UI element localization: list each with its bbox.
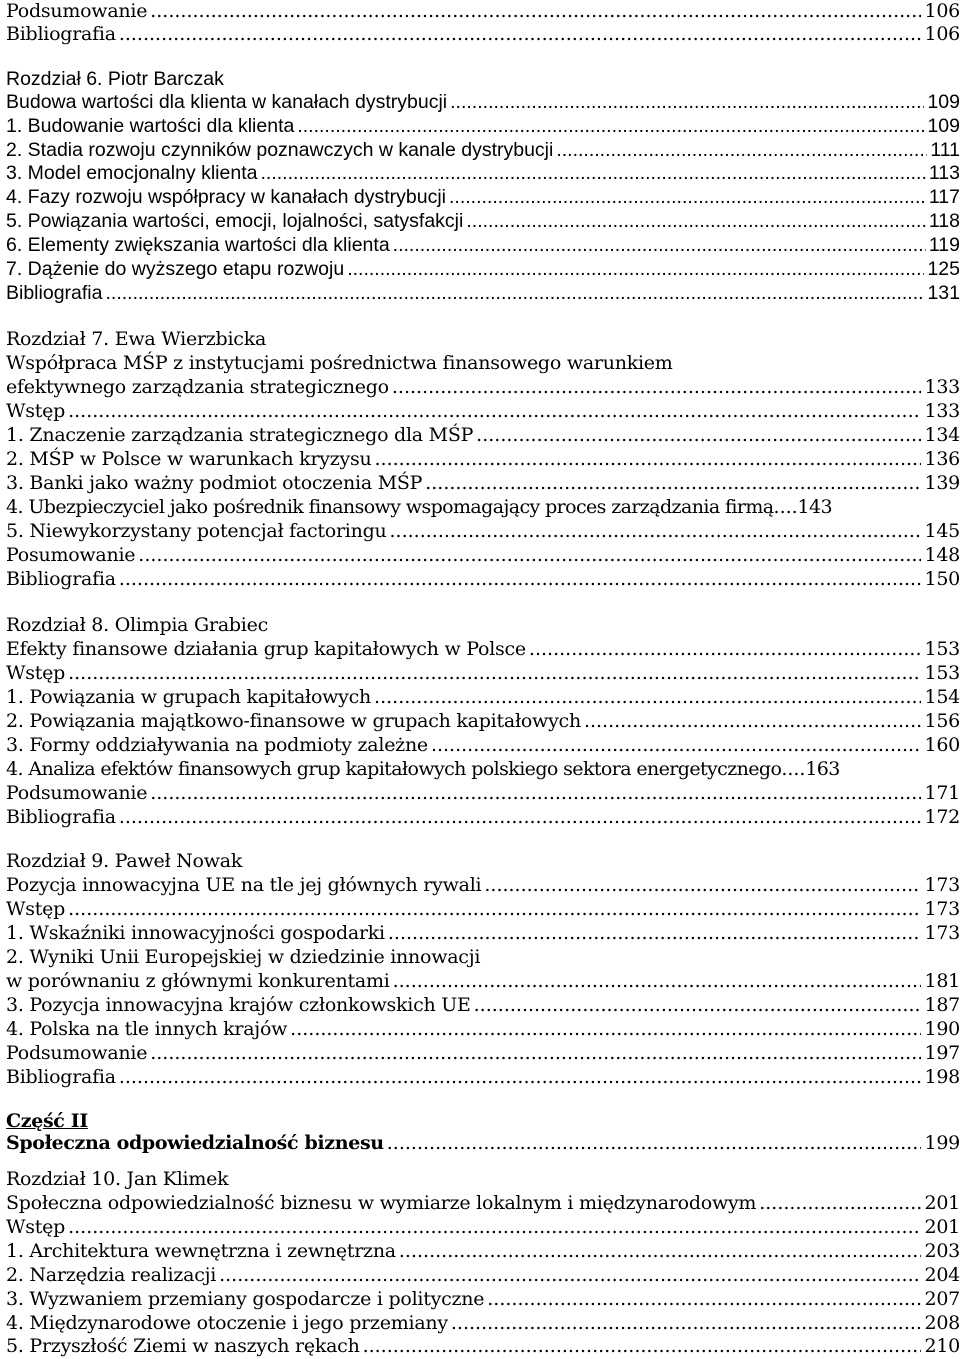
- dot-leader: [431, 734, 922, 757]
- toc-entry: [6, 1018, 960, 1041]
- toc-entry-title: Podsumowanie: [6, 1042, 148, 1064]
- toc-page-number: 133: [924, 400, 960, 422]
- toc-page-number: 150: [924, 568, 960, 590]
- dot-leader: [290, 1018, 921, 1041]
- dot-leader: [119, 1066, 922, 1089]
- dot-leader: [347, 258, 924, 281]
- toc-entry-title: Podsumowanie: [6, 782, 148, 804]
- chapter-title: [6, 91, 960, 114]
- toc-entry: [6, 1335, 960, 1358]
- dot-leader: [150, 782, 921, 805]
- part-title: [6, 1132, 960, 1155]
- dot-leader: [450, 91, 924, 114]
- toc-entry-title: 4. Fazy rozwoju współpracy w kanałach dystrybucji: [6, 186, 447, 208]
- toc-entry-title: Bibliografia: [6, 282, 103, 304]
- part-heading-text: Część II: [6, 1110, 88, 1132]
- toc-entry: [6, 922, 960, 945]
- toc-page-number: 136: [924, 448, 960, 470]
- toc-entry-title: Wstęp: [6, 400, 66, 422]
- toc-page-number: 145: [924, 520, 960, 542]
- toc-entry: [6, 1240, 960, 1263]
- toc-entry: [6, 1288, 960, 1311]
- toc-entry-title: 2. Stadia rozwoju czynników poznawczych w kanale dystrybucji: [6, 139, 554, 161]
- toc-entry-title: Społeczna odpowiedzialność biznesu w wymiarze lokalnym i międzynarodowym: [6, 1192, 757, 1214]
- toc-entry: [6, 23, 960, 46]
- toc-entry-title: 2. Wyniki Unii Europejskiej w dziedzinie innowacji: [6, 946, 481, 968]
- toc-entry-title: 3. Banki jako ważny podmiot otoczenia MŚP: [6, 472, 423, 494]
- dot-leader: [68, 400, 921, 423]
- toc-entry: [6, 282, 960, 305]
- toc-page-number: 106: [924, 23, 960, 45]
- toc-page-number: 143: [797, 496, 832, 518]
- toc-page-number: 118: [928, 210, 960, 232]
- toc-entry: [6, 234, 960, 257]
- chapter-heading-text: Rozdział 6. Piotr Barczak: [6, 68, 224, 90]
- chapter-heading: [6, 68, 960, 91]
- chapter-heading-text: Rozdział 9. Paweł Nowak: [6, 850, 243, 872]
- toc-entry-title: w porównaniu z głównymi konkurentami: [6, 970, 390, 992]
- toc-page-number: 201: [924, 1216, 960, 1238]
- dot-leader: [387, 1132, 922, 1155]
- toc-entry-title: 1. Powiązania w grupach kapitałowych: [6, 686, 372, 708]
- dot-leader: [219, 1264, 921, 1287]
- toc-page-number: 197: [924, 1042, 960, 1064]
- toc-entry-title: Podsumowanie: [6, 0, 148, 22]
- dot-leader: [297, 115, 924, 138]
- toc-entry-title: 2. Narzędzia realizacji: [6, 1264, 217, 1286]
- dot-leader: [375, 448, 922, 471]
- toc-entry-title: 3. Formy oddziaływania na podmioty zależne: [6, 734, 428, 756]
- toc-entry-title: 4. Ubezpieczyciel jako pośrednik finansowy wspomagający proces zarządzania firmą: [6, 496, 774, 518]
- toc-entry: [6, 782, 960, 805]
- toc-entry-title: Pozycja innowacyjna UE na tle jej głównych rywali: [6, 874, 482, 896]
- dot-leader: [484, 874, 921, 897]
- toc-page-number: 154: [924, 686, 960, 708]
- toc-entry: [6, 400, 960, 423]
- toc-entry-title: 4. Polska na tle innych krajów: [6, 1018, 288, 1040]
- dot-leader: [393, 234, 926, 257]
- dot-leader: [390, 520, 922, 543]
- toc-page-number: 131: [927, 282, 960, 304]
- toc-entry: [6, 758, 960, 781]
- toc-page-number: 203: [924, 1240, 960, 1262]
- toc-page-number: 156: [924, 710, 960, 732]
- dot-leader: [388, 922, 922, 945]
- dot-leader: [399, 1240, 922, 1263]
- toc-entry: [6, 210, 960, 233]
- toc-page-number: 125: [927, 258, 960, 280]
- toc-page-number: 153: [924, 662, 960, 684]
- dot-leader: [474, 994, 922, 1017]
- toc-entry-title: Wstęp: [6, 662, 66, 684]
- toc-entry: [6, 1216, 960, 1239]
- toc-entry-title: 3. Pozycja innowacyjna krajów członkowskich UE: [6, 994, 471, 1016]
- part-heading: [6, 1110, 960, 1133]
- toc-entry: [6, 710, 960, 733]
- dot-leader: [119, 23, 922, 46]
- toc-entry-title: 1. Budowanie wartości dla klienta: [6, 115, 295, 137]
- dot-leader: [774, 496, 798, 519]
- toc-page-number: 173: [924, 874, 960, 896]
- dot-leader: [105, 282, 924, 305]
- dot-leader: [487, 1288, 921, 1311]
- toc-entry: [6, 1264, 960, 1287]
- chapter-title: [6, 352, 960, 375]
- dot-leader: [138, 544, 921, 567]
- toc-entry-title: 6. Elementy zwiększania wartości dla klienta: [6, 234, 390, 256]
- toc-entry-title: 4. Międzynarodowe otoczenie i jego przemiany: [6, 1312, 448, 1334]
- toc-page-number: 204: [924, 1264, 960, 1286]
- toc-entry: [6, 115, 960, 138]
- toc-entry-title: Bibliografia: [6, 806, 116, 828]
- toc-entry-title: Posumowanie: [6, 544, 136, 566]
- toc-page-number: 117: [928, 186, 960, 208]
- toc-page-number: 201: [924, 1192, 960, 1214]
- toc-page-number: 163: [805, 758, 840, 780]
- toc-entry-title: 3. Model emocjonalny klienta: [6, 162, 258, 184]
- toc-entry-title: Wstęp: [6, 898, 66, 920]
- toc-page-number: 198: [924, 1066, 960, 1088]
- toc-entry-title: 5. Powiązania wartości, emocji, lojalności, satysfakcji: [6, 210, 464, 232]
- chapter-heading: [6, 614, 960, 637]
- dot-leader: [68, 898, 921, 921]
- toc-page-number: 133: [924, 376, 960, 398]
- toc-entry-title: 1. Architektura wewnętrzna i zewnętrzna: [6, 1240, 396, 1262]
- toc-entry-title: Bibliografia: [6, 23, 116, 45]
- toc-page-number: 111: [930, 139, 960, 161]
- toc-entry: [6, 898, 960, 921]
- toc-page-number: 210: [924, 1335, 960, 1357]
- dot-leader: [119, 568, 922, 591]
- toc-entry: [6, 806, 960, 829]
- toc-entry: [6, 568, 960, 591]
- toc-entry-title: Budowa wartości dla klienta w kanałach dystrybucji: [6, 91, 448, 113]
- toc-entry: [6, 0, 960, 23]
- dot-leader: [68, 1216, 921, 1239]
- toc-entry: [6, 186, 960, 209]
- toc-entry: [6, 662, 960, 685]
- dot-leader: [260, 162, 925, 185]
- toc-entry: [6, 139, 960, 162]
- dot-leader: [119, 806, 922, 829]
- dot-leader: [392, 376, 922, 399]
- toc-page-number: 173: [924, 898, 960, 920]
- chapter-title: [6, 874, 960, 897]
- toc-page-number: 106: [924, 0, 960, 22]
- toc-entry-title: Wstęp: [6, 1216, 66, 1238]
- dot-leader: [466, 210, 926, 233]
- toc-entry: [6, 424, 960, 447]
- toc-page-number: 187: [924, 994, 960, 1016]
- toc-page-number: 109: [927, 115, 960, 137]
- toc-page-number: 207: [924, 1288, 960, 1310]
- chapter-title: [6, 638, 960, 661]
- toc-entry-title: Współpraca MŚP z instytucjami pośrednictwa finansowego warunkiem: [6, 352, 673, 374]
- toc-entry-title: efektywnego zarządzania strategicznego: [6, 376, 389, 398]
- dot-leader: [425, 472, 921, 495]
- toc-page-number: 134: [924, 424, 960, 446]
- toc-entry: [6, 496, 960, 519]
- dot-leader: [449, 186, 926, 209]
- toc-page-number: 171: [924, 782, 960, 804]
- toc-entry-title: 5. Przyszłość Ziemi w naszych rękach: [6, 1335, 360, 1357]
- dot-leader: [150, 0, 921, 23]
- toc-entry: [6, 1066, 960, 1089]
- toc-entry-title: Efekty finansowe działania grup kapitałowych w Polsce: [6, 638, 526, 660]
- toc-entry: [6, 970, 960, 993]
- dot-leader: [363, 1335, 922, 1358]
- toc-page-number: 119: [928, 234, 960, 256]
- dot-leader: [68, 662, 921, 685]
- dot-leader: [584, 710, 922, 733]
- toc-page-number: 190: [924, 1018, 960, 1040]
- toc-entry-title: 7. Dążenie do wyższego etapu rozwoju: [6, 258, 345, 280]
- chapter-heading: [6, 328, 960, 351]
- toc-entry: [6, 162, 960, 185]
- toc-entry: [6, 1042, 960, 1065]
- chapter-heading: [6, 850, 960, 873]
- toc-page-number: 199: [924, 1132, 960, 1154]
- chapter-heading-text: Rozdział 7. Ewa Wierzbicka: [6, 328, 267, 350]
- toc-entry: [6, 734, 960, 757]
- toc-page-number: 153: [924, 638, 960, 660]
- toc-entry: [6, 1312, 960, 1335]
- toc-entry-title: 2. Powiązania majątkowo-finansowe w grupach kapitałowych: [6, 710, 581, 732]
- chapter-heading-text: Rozdział 10. Jan Klimek: [6, 1168, 229, 1190]
- toc-entry: [6, 946, 960, 969]
- chapter-title: [6, 1192, 960, 1215]
- toc-entry: [6, 686, 960, 709]
- dot-leader: [451, 1312, 922, 1335]
- toc-page-number: 139: [924, 472, 960, 494]
- dot-leader: [529, 638, 922, 661]
- toc-entry-title: 3. Wyzwaniem przemiany gospodarcze i polityczne: [6, 1288, 485, 1310]
- toc-page-number: 208: [924, 1312, 960, 1334]
- dot-leader: [393, 970, 922, 993]
- toc-entry: [6, 520, 960, 543]
- toc-page-number: 160: [924, 734, 960, 756]
- toc-entry: [6, 472, 960, 495]
- dot-leader: [759, 1192, 921, 1215]
- toc-entry-title: 5. Niewykorzystany potencjał factoringu: [6, 520, 387, 542]
- toc-entry-title: 4. Analiza efektów finansowych grup kapitałowych polskiego sektora energetycznego: [6, 758, 782, 780]
- toc-entry: [6, 258, 960, 281]
- chapter-heading-text: Rozdział 8. Olimpia Grabiec: [6, 614, 269, 636]
- toc-page-number: 173: [924, 922, 960, 944]
- toc-entry-title: 1. Wskaźniki innowacyjności gospodarki: [6, 922, 385, 944]
- toc-entry-title: Bibliografia: [6, 1066, 116, 1088]
- toc-entry: [6, 994, 960, 1017]
- toc-entry-title: Bibliografia: [6, 568, 116, 590]
- dot-leader: [476, 424, 921, 447]
- chapter-title: [6, 376, 960, 399]
- toc-entry: [6, 544, 960, 567]
- toc-page-number: 113: [928, 162, 960, 184]
- toc-page-number: 181: [924, 970, 960, 992]
- dot-leader: [556, 139, 927, 162]
- toc-entry-title: 1. Znaczenie zarządzania strategicznego dla MŚP: [6, 424, 474, 446]
- toc-entry: [6, 448, 960, 471]
- toc-page-number: 109: [927, 91, 960, 113]
- dot-leader: [374, 686, 921, 709]
- toc-page-number: 172: [924, 806, 960, 828]
- toc-entry-title: Społeczna odpowiedzialność biznesu: [6, 1132, 384, 1154]
- chapter-heading: [6, 1168, 960, 1191]
- dot-leader: [150, 1042, 921, 1065]
- toc-entry-title: 2. MŚP w Polsce w warunkach kryzysu: [6, 448, 372, 470]
- toc-page-number: 148: [924, 544, 960, 566]
- dot-leader: [781, 758, 805, 781]
